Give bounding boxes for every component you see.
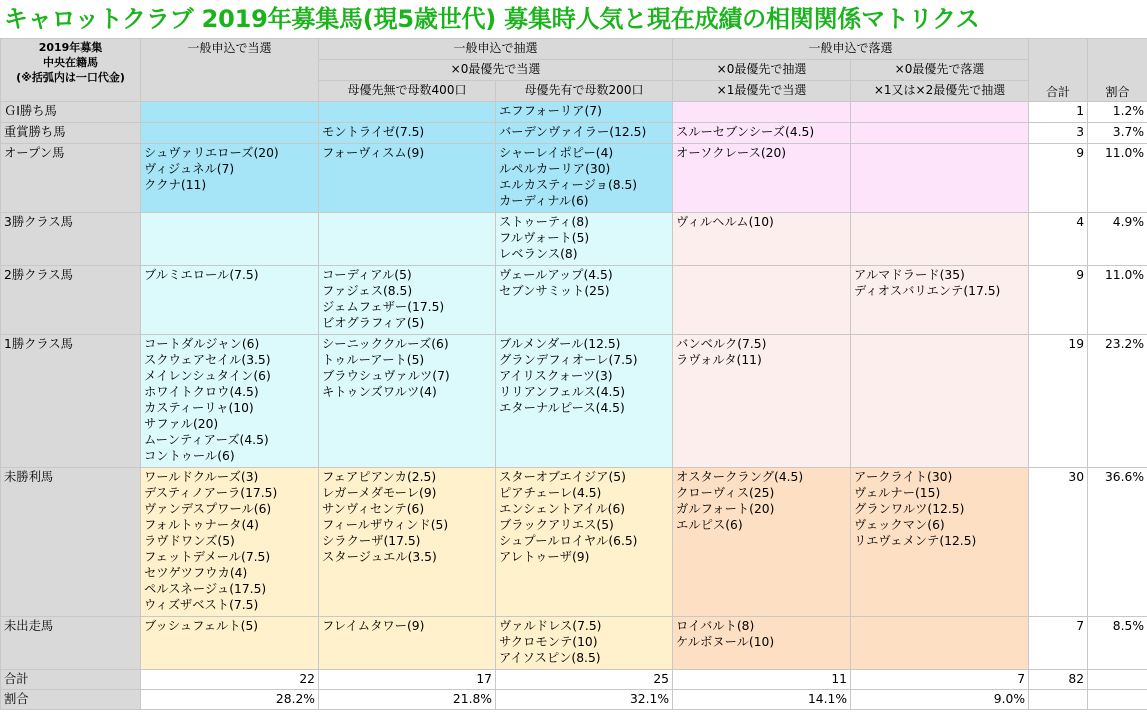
horse-entry: フェアピアンカ(2.5) [322, 470, 437, 484]
zero-priority-lost-header: ×0最優先で落選 [851, 60, 1029, 81]
matrix-cell [496, 617, 673, 670]
row-ratio: 1.2% [1088, 102, 1147, 123]
horse-entry: ワールドクルーズ(3) [144, 470, 259, 484]
horse-entry: エンシェントアイル(6) [499, 502, 626, 516]
matrix-cell [141, 123, 319, 144]
matrix-row [1, 266, 1147, 335]
horse-entry: カスティーリャ(10) [144, 401, 254, 415]
horse-entry: オーソクレース(20) [676, 146, 787, 160]
matrix-row [1, 102, 1147, 123]
horse-entry: コントゥール(6) [144, 449, 235, 463]
matrix-table [0, 38, 1147, 710]
matrix-cell [851, 335, 1029, 468]
row-total: 30 [1029, 468, 1088, 617]
matrix-cell [319, 123, 496, 144]
horse-entry: ヴェックマン(6) [854, 518, 945, 532]
group-lost-header: 一般申込で落選 [673, 39, 1029, 60]
row-ratio: 11.0% [1088, 266, 1147, 335]
footer-empty-cell [1088, 690, 1147, 710]
matrix-cell [673, 335, 851, 468]
footer-ratio-cell: 28.2% [141, 690, 319, 710]
horse-entry: フレイムタワー(9) [322, 619, 425, 633]
row-total: 9 [1029, 144, 1088, 213]
horse-entry: フェットデメール(7.5) [144, 550, 271, 564]
horse-entry: スルーセブンシーズ(4.5) [676, 125, 815, 139]
total-header: 合計 [1029, 39, 1088, 102]
matrix-cell [141, 335, 319, 468]
matrix-cell [851, 144, 1029, 213]
matrix-cell [319, 102, 496, 123]
row-total: 19 [1029, 335, 1088, 468]
matrix-cell [141, 213, 319, 266]
footer-ratio-cell: 14.1% [673, 690, 851, 710]
horse-entry: シャーレイポピー(4) [499, 146, 614, 160]
matrix-cell [319, 468, 496, 617]
matrix-row [1, 144, 1147, 213]
horse-entry: エルカスティージョ(8.5) [499, 178, 638, 192]
matrix-cell [141, 144, 319, 213]
row-label: 未出走馬 [1, 617, 141, 670]
matrix-row [1, 617, 1147, 670]
horse-entry: フォルトゥナータ(4) [144, 518, 259, 532]
matrix-cell [496, 144, 673, 213]
matrix-cell [496, 266, 673, 335]
horse-entry: キトゥンズワルツ(4) [322, 385, 437, 399]
horse-entry: アルマドラード(35) [854, 268, 965, 282]
horse-entry: ムーンティアーズ(4.5) [144, 433, 269, 447]
horse-entry: モントライゼ(7.5) [322, 125, 425, 139]
matrix-cell [673, 617, 851, 670]
footer-ratio-cell: 32.1% [496, 690, 673, 710]
matrix-cell [673, 468, 851, 617]
matrix-cell [851, 213, 1029, 266]
row-total: 1 [1029, 102, 1088, 123]
horse-entry: ビオグラフィア(5) [322, 316, 425, 330]
matrix-cell [496, 468, 673, 617]
horse-entry: シュプールロイヤル(6.5) [499, 534, 638, 548]
horse-entry: リリアンフェルス(4.5) [499, 385, 626, 399]
row-ratio: 36.6% [1088, 468, 1147, 617]
footer-total-label: 合計 [1, 670, 141, 690]
row-label: 重賞勝ち馬 [1, 123, 141, 144]
horse-entry: ホワイトクロウ(4.5) [144, 385, 259, 399]
horse-entry: フィールザウィンド(5) [322, 518, 449, 532]
footer-ratio-label: 割合 [1, 690, 141, 710]
matrix-cell [141, 266, 319, 335]
horse-entry: ジェムフェザー(17.5) [322, 300, 445, 314]
matrix-cell [319, 213, 496, 266]
horse-entry: ヴィジュネル(7) [144, 162, 235, 176]
one-or-two-lottery-header: ×1又は×2最優先で抽選 [851, 81, 1029, 102]
footer-total-cell: 7 [851, 670, 1029, 690]
horse-entry: グランワルツ(12.5) [854, 502, 965, 516]
zero-priority-win-header: ×0最優先で当選 [319, 60, 673, 81]
row-total: 9 [1029, 266, 1088, 335]
horse-entry: ガルフォート(20) [676, 502, 775, 516]
footer-grand-total: 82 [1029, 670, 1088, 690]
horse-entry: シュヴァリエローズ(20) [144, 146, 279, 160]
matrix-row [1, 335, 1147, 468]
horse-entry: ブルミエロール(7.5) [144, 268, 259, 282]
horse-entry: トゥルーアート(5) [322, 353, 425, 367]
footer-total-cell: 17 [319, 670, 496, 690]
row-ratio: 11.0% [1088, 144, 1147, 213]
horse-entry: セブンサミット(25) [499, 284, 610, 298]
horse-entry: ケルボヌール(10) [676, 635, 775, 649]
horse-entry: レガーメダモーレ(9) [322, 486, 437, 500]
horse-entry: エフフォーリア(7) [499, 104, 602, 118]
matrix-cell [319, 144, 496, 213]
col-direct-win-header: 一般申込で当選 [141, 39, 319, 102]
row-total: 3 [1029, 123, 1088, 144]
matrix-cell [673, 123, 851, 144]
horse-entry: アイリスクォーツ(3) [499, 369, 613, 383]
footer-empty-cell [1088, 670, 1147, 690]
zero-priority-lottery-header: ×0最優先で抽選 [673, 60, 851, 81]
horse-entry: セツゲツフウカ(4) [144, 566, 248, 580]
footer-total-cell: 11 [673, 670, 851, 690]
matrix-cell [851, 468, 1029, 617]
matrix-cell [851, 617, 1029, 670]
one-priority-win-header: ×1最優先で当選 [673, 81, 851, 102]
matrix-cell [496, 102, 673, 123]
horse-entry: アイソスピン(8.5) [499, 651, 601, 665]
horse-entry: バーデンヴァイラー(12.5) [499, 125, 647, 139]
horse-entry: ヴェルナー(15) [854, 486, 941, 500]
horse-entry: メイレンシュタイン(6) [144, 369, 271, 383]
horse-entry: クローヴィス(25) [676, 486, 775, 500]
matrix-cell [319, 617, 496, 670]
horse-entry: フォーヴィスム(9) [322, 146, 425, 160]
horse-entry: ラヴォルタ(11) [676, 353, 762, 367]
horse-entry: サンヴィセンテ(6) [322, 502, 425, 516]
matrix-row [1, 213, 1147, 266]
horse-entry: バンベルク(7.5) [676, 337, 767, 351]
mother-yes-header: 母優先有で母数200口 [496, 81, 673, 102]
row-label: 1勝クラス馬 [1, 335, 141, 468]
footer-ratio-cell: 21.8% [319, 690, 496, 710]
horse-entry: フルヴォート(5) [499, 231, 590, 245]
group-lottery-header: 一般申込で抽選 [319, 39, 673, 60]
horse-entry: グランデフィオーレ(7.5) [499, 353, 638, 367]
row-label: 3勝クラス馬 [1, 213, 141, 266]
matrix-cell [319, 266, 496, 335]
row-ratio: 8.5% [1088, 617, 1147, 670]
matrix-cell [851, 266, 1029, 335]
horse-entry: サクロモンテ(10) [499, 635, 598, 649]
row-ratio: 3.7% [1088, 123, 1147, 144]
horse-entry: ロイバルト(8) [676, 619, 755, 633]
horse-entry: ピアチェーレ(4.5) [499, 486, 602, 500]
matrix-row [1, 468, 1147, 617]
row-total: 4 [1029, 213, 1088, 266]
horse-entry: ディオスバリエンテ(17.5) [854, 284, 1001, 298]
matrix-body [1, 102, 1147, 670]
matrix-cell [673, 144, 851, 213]
horse-entry: ヴェールアップ(4.5) [499, 268, 613, 282]
horse-entry: コーディアル(5) [322, 268, 412, 282]
horse-entry: サファル(20) [144, 417, 219, 431]
horse-entry: ブルメンダール(12.5) [499, 337, 621, 351]
matrix-cell [141, 617, 319, 670]
horse-entry: カーディナル(6) [499, 194, 589, 208]
row-ratio: 23.2% [1088, 335, 1147, 468]
row-label: 未勝利馬 [1, 468, 141, 617]
matrix-cell [496, 335, 673, 468]
horse-entry: ブッシュフェルト(5) [144, 619, 259, 633]
row-ratio: 4.9% [1088, 213, 1147, 266]
footer-ratio-cell: 9.0% [851, 690, 1029, 710]
footer-total-cell: 25 [496, 670, 673, 690]
matrix-cell [496, 123, 673, 144]
footer-total-cell: 22 [141, 670, 319, 690]
horse-entry: ルペルカーリア(30) [499, 162, 611, 176]
horse-entry: ペルスネージュ(17.5) [144, 582, 267, 596]
matrix-cell [141, 468, 319, 617]
horse-entry: ラヴドワンズ(5) [144, 534, 235, 548]
horse-entry: ククナ(11) [144, 178, 207, 192]
row-label: ＧⅠ勝ち馬 [1, 102, 141, 123]
horse-entry: スターオブエイジア(5) [499, 470, 626, 484]
horse-entry: ストゥーティ(8) [499, 215, 589, 229]
matrix-cell [319, 335, 496, 468]
horse-entry: ブラックアリエス(5) [499, 518, 614, 532]
horse-entry: コートダルジャン(6) [144, 337, 260, 351]
horse-entry: スクウェアセイル(3.5) [144, 353, 271, 367]
matrix-cell [851, 102, 1029, 123]
matrix-cell [673, 102, 851, 123]
corner-header: 2019年募集 中央在籍馬 (※括弧内は一口代金) [1, 39, 141, 102]
horse-entry: アークライト(30) [854, 470, 953, 484]
horse-entry: ファジェス(8.5) [322, 284, 413, 298]
matrix-cell [673, 266, 851, 335]
mother-none-header: 母優先無で母数400口 [319, 81, 496, 102]
horse-entry: ヴィルヘルム(10) [676, 215, 774, 229]
horse-entry: デスティノアーラ(17.5) [144, 486, 278, 500]
row-total: 7 [1029, 617, 1088, 670]
matrix-row [1, 123, 1147, 144]
row-label: オープン馬 [1, 144, 141, 213]
horse-entry: ウィズザベスト(7.5) [144, 598, 259, 612]
horse-entry: ヴァンデスプワール(6) [144, 502, 272, 516]
footer-empty-cell [1029, 690, 1088, 710]
matrix-cell [851, 123, 1029, 144]
horse-entry: オスタークラング(4.5) [676, 470, 804, 484]
horse-entry: レベランス(8) [499, 247, 578, 261]
matrix-cell [496, 213, 673, 266]
matrix-cell [141, 102, 319, 123]
matrix-cell [673, 213, 851, 266]
horse-entry: アレトゥーザ(9) [499, 550, 590, 564]
horse-entry: スタージュエル(3.5) [322, 550, 437, 564]
horse-entry: ブラウシュヴァルツ(7) [322, 369, 450, 383]
horse-entry: ヴァルドレス(7.5) [499, 619, 602, 633]
horse-entry: シーニッククルーズ(6) [322, 337, 449, 351]
sheet-title: キャロットクラブ 2019年募集馬(現5歳世代) 募集時人気と現在成績の相関関係マトリクス [4, 5, 980, 33]
horse-entry: シラクーザ(17.5) [322, 534, 421, 548]
row-label: 2勝クラス馬 [1, 266, 141, 335]
horse-entry: リエヴェメンテ(12.5) [854, 534, 977, 548]
horse-entry: エターナルピース(4.5) [499, 401, 625, 415]
horse-entry: エルピス(6) [676, 518, 743, 532]
ratio-header: 割合 [1088, 39, 1147, 102]
